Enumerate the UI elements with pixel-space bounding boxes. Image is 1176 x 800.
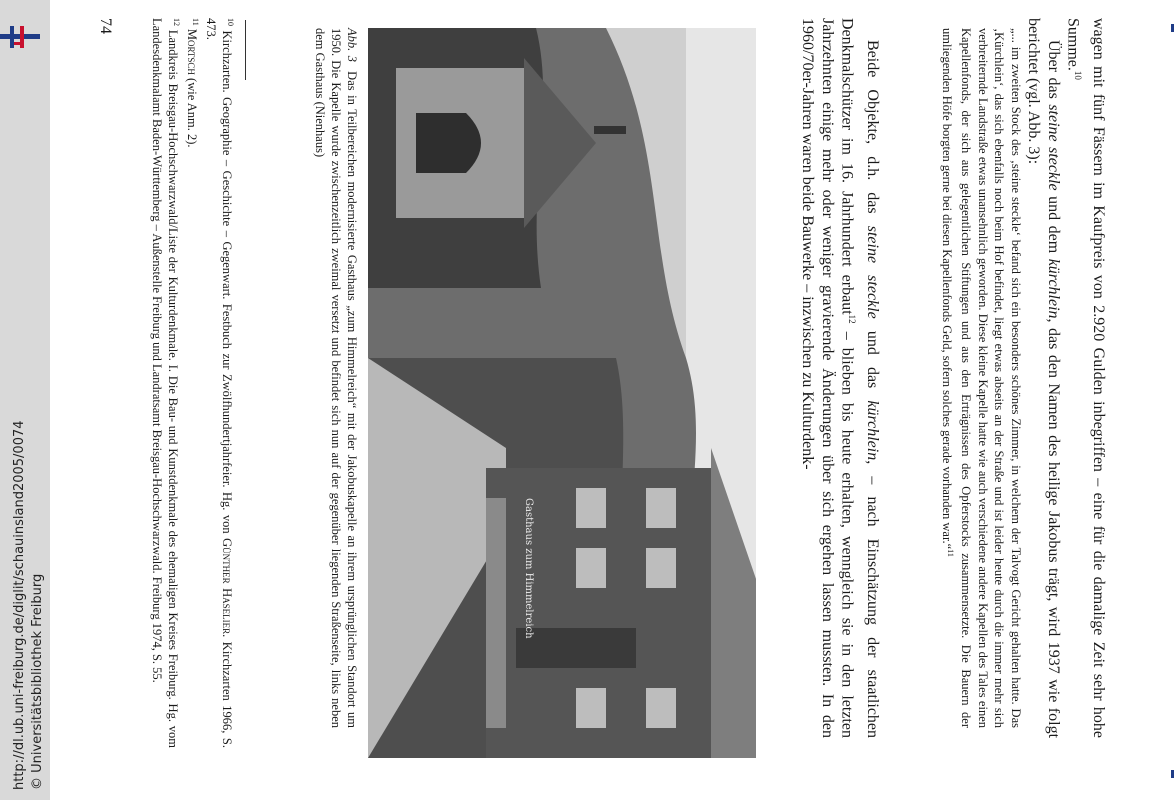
footnote-10-tail: . Kirchzarten 1966, S. 473.: [203, 18, 234, 748]
para3-b: und das: [864, 318, 881, 401]
term-steine-steckle: steine steckle: [1044, 104, 1062, 191]
footnote-10: [203, 18, 238, 748]
footnote-12: [149, 18, 184, 748]
footnote-10-text: Kirchzarten. Geographie – Geschichte – Gegenwart. Festbuch zur Zwölfhundertjahrfeier. Hg. von: [219, 30, 234, 539]
para2-a: Über das: [1044, 40, 1062, 105]
inn-sign: Gasthaus zum Himmelreich: [523, 498, 534, 639]
footnote-rule: [245, 20, 246, 80]
block-quote: [938, 28, 1024, 728]
edge-mark: [1171, 770, 1174, 778]
paragraph-3: [797, 18, 882, 738]
caption-text: Das in Teilbereichen modernisierte Gasthaus „zum Himmelreich“ mit der Jakobuskapelle an ihrem ursprünglichen Standort um 1950. Die Kapelle wurde zwischenzeitlich zweimal versetzt und befindet sich nun auf der gegenüber liegenden Straßenseite, links neben dem Gasthaus (Nienhaus): [313, 28, 359, 729]
copyright-notice: © Universitätsbibliothek Freiburg: [30, 573, 45, 790]
footnote-11-text: (wie Anm. 2).: [184, 74, 199, 148]
footnote-ref-10: 10: [1073, 70, 1083, 80]
right-edge-strip: [1168, 0, 1176, 800]
paragraph-1: [1023, 18, 1108, 738]
para3-c: , – nach Einschätzung der staatlichen Denkmalschützer im 16. Jahrhundert erbaut: [838, 18, 881, 739]
para1-line2: Zeit sehr hohe Summe.: [1064, 18, 1107, 739]
caption-label: Abb. 3: [345, 28, 359, 63]
edge-mark: [1171, 24, 1174, 32]
para3-a: Beide Objekte, d.h. das: [864, 40, 881, 226]
page-number: 74: [97, 18, 114, 34]
para3-d: – blieben bis heute erhalten, wenngleich sie in den letzten Jahrzehnten einige mehr oder weniger gravierende Änderungen über sich ergehen lassen mussten. In den 1960/70er-Jahren waren beide Bauwerke – inzwischen zu Kulturdenk-: [798, 18, 856, 738]
para2-b: und dem: [1044, 190, 1062, 259]
term-kuerchlein-2: kürchlein: [864, 400, 881, 461]
footnote-10-author: Günther Haselier: [219, 538, 234, 635]
term-steine-steckle-2: steine steckle: [864, 225, 881, 319]
document-url[interactable]: http://dl.ub.uni-freiburg.de/diglit/schauinsland2005/0074: [12, 420, 27, 790]
footnotes: [149, 18, 238, 748]
footnote-12-text: Landkreis Breisgau-Hochschwarzwald/Liste der Kulturdenkmale. I. Die Bau- und Kunstdenkmale des ehemaligen Kreises Freiburg. Hg. vom Landesdenkmalamt Baden-Württemberg – Außenstelle Freiburg und Landratsamt Breisgau-Hochschwarzwald. Freiburg 1974, S. 55.: [149, 18, 180, 748]
footnote-11-author: Mortsch: [184, 28, 199, 75]
term-kuerchlein: kürchlein: [1044, 258, 1062, 319]
footnote-12-number: 12: [171, 18, 181, 26]
footnote-11-number: 11: [190, 18, 200, 26]
quote-text: „... im zweiten Stock des ‚steine steckle‘ befand sich ein besonders schönes Zimmer, in welchem der Talvogt Gericht gehalten hatte. Das ‚Kürchlein‘, das sich ebenfalls noch beim Hof befindet, liegt etwas abseits an der Straße und ist leider heute durch die immer mehr sich verbreiternde Landstraße etwas unansehnlich geworden. Diese kleine Kapelle hatte wie auch verschiedene andere Kapellen des Tales einen Kapellenfonds, der sich aus gelegentlichen Stiftungen und aus den Erträgnissen des Opferstocks zusammensetzte. Die Bauern der umliegenden Höfe borgten gerne bei diesen Kapellenfonds Geld, sofern solches gerade vorhanden war.“: [939, 28, 1023, 728]
footnote-10-number: 10: [226, 18, 235, 26]
footnote-ref-11: 11: [946, 549, 955, 557]
footnote-11: [184, 18, 203, 748]
para1-line1: wagen mit fünf Fässern im Kaufpreis von 2.920 Gulden inbegriffen – eine für die damalige: [1090, 18, 1107, 636]
footnote-ref-12: 12: [847, 314, 857, 324]
paragraph-2: [1023, 18, 1063, 738]
figure-caption: [312, 28, 360, 728]
historic-photo: [368, 28, 756, 758]
para2-c: , das den Namen des heilige Jakobus trägt, wird 1937 wie folgt berichtet (vgl. Abb. 3):: [1024, 18, 1062, 739]
